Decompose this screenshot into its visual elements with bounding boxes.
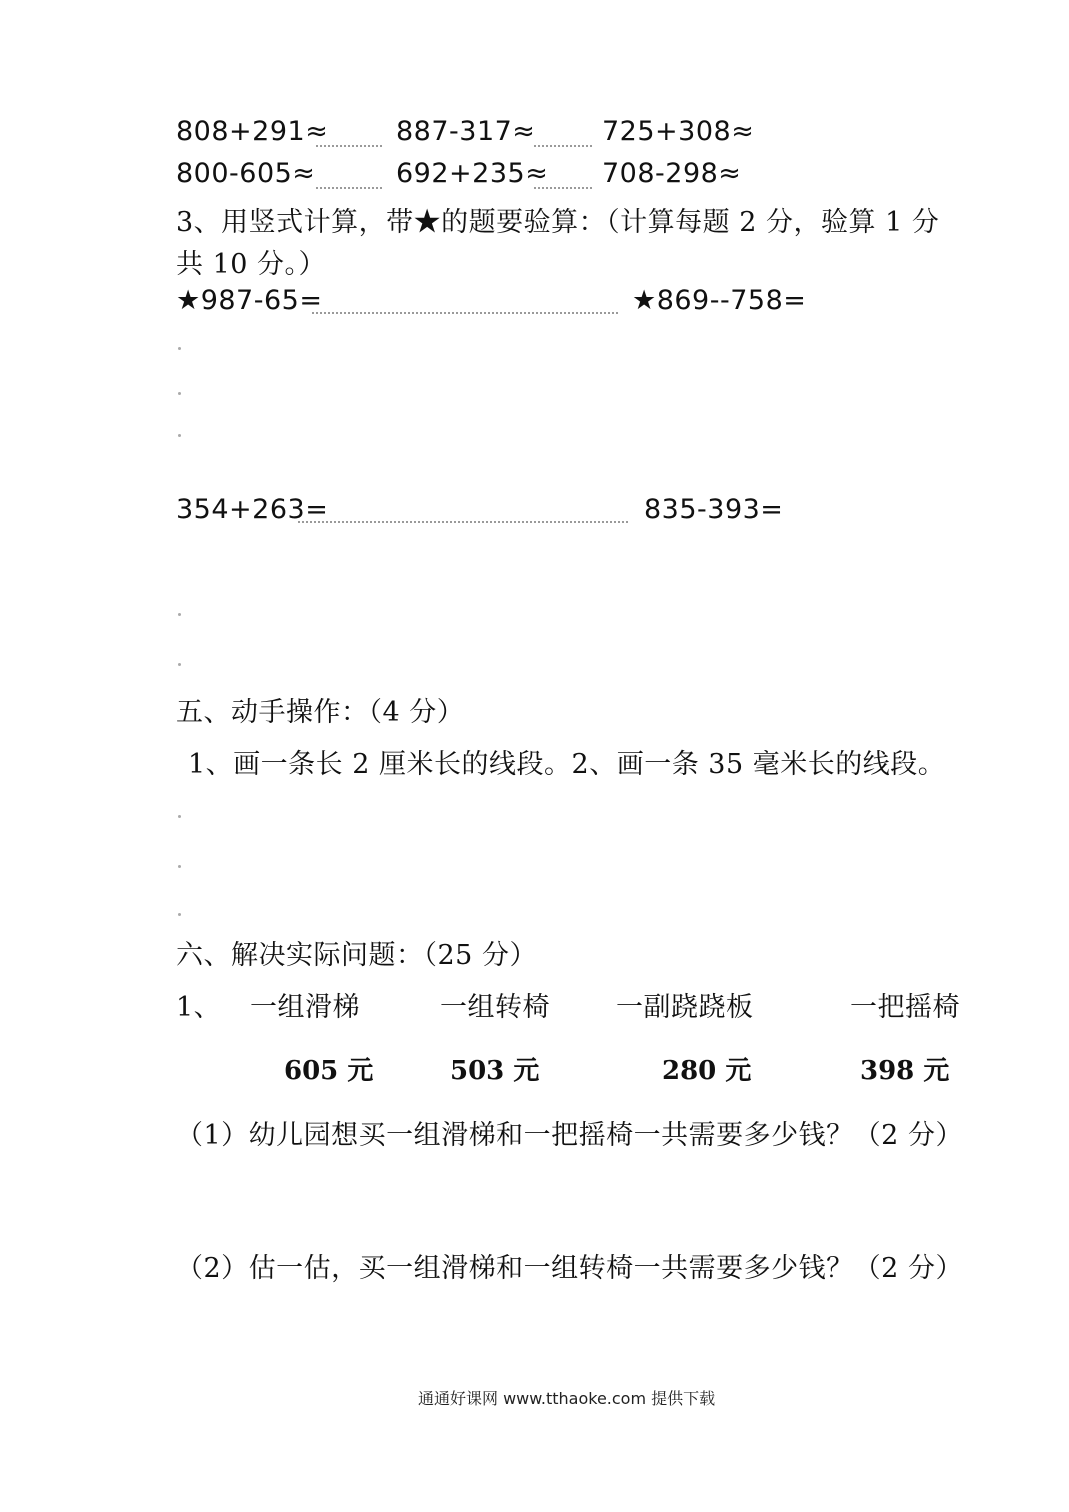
product-price: 503 元: [450, 1056, 540, 1086]
estimate-item: 692+235≈: [396, 158, 549, 189]
answer-blank[interactable]: [534, 187, 592, 189]
calc-item: 835-393=: [644, 494, 784, 525]
product-name: 一副跷跷板: [616, 992, 754, 1023]
margin-mark: [178, 913, 181, 916]
margin-mark: [178, 815, 181, 818]
answer-blank[interactable]: [316, 187, 382, 189]
estimate-item: 808+291≈: [176, 116, 329, 147]
margin-mark: [178, 613, 181, 616]
answer-blank[interactable]: [316, 145, 382, 147]
footer-source: 通通好课网 www.tthaoke.com 提供下载: [418, 1389, 716, 1408]
answer-blank[interactable]: [534, 145, 592, 147]
section-5-task: 1、画一条长 2 厘米长的线段。2、画一条 35 毫米长的线段。: [188, 749, 946, 780]
margin-mark: [178, 434, 181, 437]
product-price: 605 元: [284, 1056, 374, 1086]
estimate-item: 708-298≈: [602, 158, 742, 189]
sub-question-2: （2）估一估，买一组滑梯和一组转椅一共需要多少钱？（2 分）: [176, 1253, 963, 1284]
estimate-item: 725+308≈: [602, 116, 755, 147]
answer-blank[interactable]: [312, 312, 618, 314]
product-price: 280 元: [662, 1056, 752, 1086]
question-3-line1: 3、用竖式计算，带★的题要验算：（计算每题 2 分，验算 1 分: [176, 207, 940, 238]
question-3-line2: 共 10 分。）: [176, 249, 327, 280]
margin-mark: [178, 392, 181, 395]
calc-item-verify: ★987-65=: [176, 285, 323, 316]
section-5-title: 五、动手操作：（4 分）: [176, 697, 465, 728]
product-name: 一把摇椅: [850, 992, 960, 1023]
sub-question-1: （1）幼儿园想买一组滑梯和一把摇椅一共需要多少钱？（2 分）: [176, 1120, 963, 1151]
answer-blank[interactable]: [298, 521, 628, 523]
problem-1-label: 1、: [176, 992, 222, 1023]
margin-mark: [178, 347, 181, 350]
product-name: 一组转椅: [440, 992, 550, 1023]
product-name: 一组滑梯: [250, 992, 360, 1023]
margin-mark: [178, 865, 181, 868]
calc-item: 354+263=: [176, 494, 329, 525]
estimate-item: 887-317≈: [396, 116, 536, 147]
calc-item-verify: ★869--758=: [632, 285, 807, 316]
margin-mark: [178, 663, 181, 666]
section-6-title: 六、解决实际问题：（25 分）: [176, 940, 537, 971]
product-price: 398 元: [860, 1056, 950, 1086]
estimate-item: 800-605≈: [176, 158, 316, 189]
